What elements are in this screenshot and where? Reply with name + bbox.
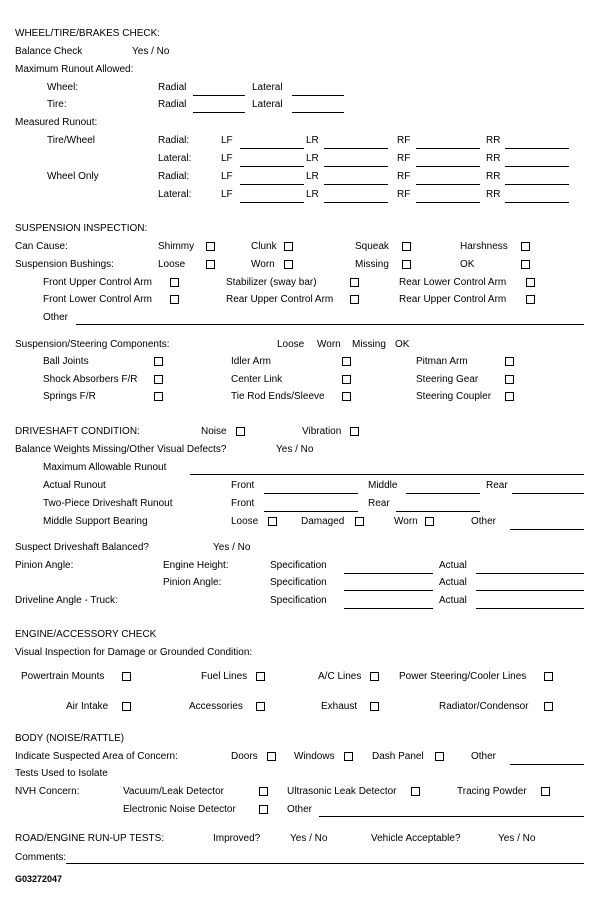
tw-radial-lr-field[interactable] [324,135,388,149]
pinion-angle-spec-field[interactable] [344,577,433,591]
vacuum-leak-checkbox[interactable] [259,787,268,796]
tw-lateral-lf-field[interactable] [240,153,304,167]
rear-upper-arm-right-label: Rear Upper Control Arm [399,294,507,305]
rear-upper-arm-label: Rear Upper Control Arm [226,294,334,305]
engine-height-actual-field[interactable] [476,560,584,574]
pinion-angle-spec-label: Specification [270,577,327,588]
engine-height-spec-field[interactable] [344,560,433,574]
driveline-angle-label: Driveline Angle - Truck: [15,595,118,606]
wheel-section-title: WHEEL/TIRE/BRAKES CHECK: [15,28,161,39]
ultrasonic-checkbox[interactable] [411,787,420,796]
bushings-worn-label: Worn [251,259,275,270]
air-intake-checkbox[interactable] [122,702,131,711]
wheel-only-label: Wheel Only [47,171,99,182]
wheel-lateral-field[interactable] [292,82,344,96]
tie-rod-label: Tie Rod Ends/Sleeve [231,391,325,402]
front-upper-arm-checkbox[interactable] [170,278,179,287]
tw-lateral-rf-field[interactable] [416,153,480,167]
pinion-angle-label: Pinion Angle: [15,560,74,571]
squeak-label: Squeak [355,241,389,252]
ac-lines-label: A/C Lines [318,671,362,682]
rear-upper-arm-checkbox[interactable] [350,295,359,304]
suspect-balanced-yes-no[interactable]: Yes / No [213,542,251,553]
front-upper-arm-label: Front Upper Control Arm [43,277,152,288]
middle-support-worn-checkbox[interactable] [425,517,434,526]
doors-checkbox[interactable] [267,752,276,761]
tw-radial-rf-field[interactable] [416,135,480,149]
clunk-label: Clunk [251,241,277,252]
ps-cooler-lines-label: Power Steering/Cooler Lines [399,671,527,682]
driveline-spec-label: Specification [270,595,327,606]
dash-panel-checkbox[interactable] [435,752,444,761]
tracing-powder-label: Tracing Powder [457,786,527,797]
tw-radial-rr-label: RR [486,135,501,146]
two-piece-rear-field[interactable] [396,498,480,512]
max-allowable-runout-label: Maximum Allowable Runout [43,462,167,473]
improved-label: Improved? [213,833,261,844]
wo-lateral-rf-field[interactable] [416,189,480,203]
suspension-other-field[interactable] [76,311,584,325]
road-section-title: ROAD/ENGINE RUN-UP TESTS: [15,833,165,844]
rear-lower-arm-checkbox[interactable] [526,278,535,287]
tw-lateral-rr-field[interactable] [505,153,569,167]
pinion-angle-sub-label: Pinion Angle: [163,577,222,588]
acceptable-yes-no[interactable]: Yes / No [498,833,536,844]
shimmy-label: Shimmy [158,241,195,252]
harshness-checkbox[interactable] [521,242,530,251]
pinion-angle-actual-label: Actual [439,577,467,588]
engine-height-spec-label: Specification [270,560,327,571]
tw-radial-label: Radial: [158,135,190,146]
wo-lateral-rr-label: RR [486,189,501,200]
middle-support-other-field[interactable] [510,516,584,530]
two-piece-front-field[interactable] [264,498,358,512]
wo-lateral-rf-label: RF [397,189,411,200]
steering-worn-header: Worn [317,339,341,350]
noise-checkbox[interactable] [236,427,245,436]
rear-upper-arm-right-checkbox[interactable] [526,295,535,304]
body-other-field[interactable] [510,751,584,765]
powertrain-mounts-label: Powertrain Mounts [21,671,105,682]
wo-radial-rr-label: RR [486,171,501,182]
figure-id: G03272047 [15,874,63,884]
two-piece-rear-label: Rear [368,498,390,509]
idler-arm-checkbox[interactable] [342,357,351,366]
wo-lateral-rr-field[interactable] [505,189,569,203]
dash-panel-label: Dash Panel [372,751,424,762]
tw-lateral-rf-label: RF [397,153,411,164]
wheel-radial-field[interactable] [193,82,245,96]
driveshaft-section-title: DRIVESHAFT CONDITION: [15,426,140,437]
front-lower-arm-label: Front Lower Control Arm [43,294,152,305]
wo-radial-lf-field[interactable] [240,171,304,185]
middle-support-worn-label: Worn [394,516,418,527]
ultrasonic-label: Ultrasonic Leak Detector [287,786,397,797]
measured-runout-label: Measured Runout: [15,117,98,128]
wo-lateral-lr-field[interactable] [324,189,388,203]
tw-lateral-label: Lateral: [158,153,192,164]
steering-section-title: Suspension/Steering Components: [15,339,170,350]
body-other-label: Other [471,751,497,762]
body-section-title: BODY (NOISE/RATTLE) [15,733,125,744]
tie-rod-checkbox[interactable] [342,392,351,401]
tests-other-label: Other [287,804,313,815]
balance-weights-label: Balance Weights Missing/Other Visual Defects? [15,444,227,455]
bushings-missing-label: Missing [355,259,389,270]
exhaust-label: Exhaust [321,701,358,712]
tire-radial-label: Radial [158,99,187,110]
visual-inspection-label: Visual Inspection for Damage or Grounded Condition: [15,647,253,658]
middle-support-label: Middle Support Bearing [43,516,148,527]
actual-runout-middle-field[interactable] [406,480,480,494]
middle-support-damaged-checkbox[interactable] [355,517,364,526]
driveline-actual-field[interactable] [476,595,584,609]
steering-loose-header: Loose [277,339,305,350]
center-link-checkbox[interactable] [342,375,351,384]
noise-label: Noise [201,426,227,437]
doors-label: Doors [231,751,258,762]
nvh-concern-label: NVH Concern: [15,786,80,797]
ac-lines-checkbox[interactable] [370,672,379,681]
vibration-checkbox[interactable] [350,427,359,436]
tire-label: Tire: [47,99,67,110]
tests-used-label: Tests Used to Isolate [15,768,108,779]
vacuum-leak-label: Vacuum/Leak Detector [123,786,224,797]
suspect-balanced-label: Suspect Driveshaft Balanced? [15,542,149,553]
tw-lateral-lr-field[interactable] [324,153,388,167]
driveline-actual-label: Actual [439,595,467,606]
indicate-area-label: Indicate Suspected Area of Concern: [15,751,178,762]
balance-weights-yes-no[interactable]: Yes / No [276,444,314,455]
rear-lower-arm-label: Rear Lower Control Arm [399,277,507,288]
squeak-checkbox[interactable] [402,242,411,251]
shock-absorbers-checkbox[interactable] [154,375,163,384]
powertrain-mounts-checkbox[interactable] [122,672,131,681]
actual-runout-middle-label: Middle [368,480,398,491]
pitman-arm-checkbox[interactable] [505,357,514,366]
suspension-section-title: SUSPENSION INSPECTION: [15,223,148,234]
actual-runout-rear-label: Rear [486,480,508,491]
middle-support-other-label: Other [471,516,497,527]
bushings-loose-checkbox[interactable] [206,260,215,269]
tire-lateral-field[interactable] [292,99,344,113]
wheel-lateral-label: Lateral [252,82,283,93]
harshness-label: Harshness [460,241,508,252]
shimmy-checkbox[interactable] [206,242,215,251]
suspension-other-label: Other [43,312,69,323]
wo-radial-rf-field[interactable] [416,171,480,185]
max-runout-label: Maximum Runout Allowed: [15,64,134,75]
tw-radial-rr-field[interactable] [505,135,569,149]
radiator-checkbox[interactable] [544,702,553,711]
tw-radial-lf-field[interactable] [240,135,304,149]
driveline-spec-field[interactable] [344,595,433,609]
electronic-noise-checkbox[interactable] [259,805,268,814]
wo-radial-lr-label: LR [306,171,319,182]
tire-wheel-label: Tire/Wheel [47,135,95,146]
engine-section-title: ENGINE/ACCESSORY CHECK [15,629,157,640]
bushings-ok-label: OK [460,259,475,270]
comments-label: Comments: [15,852,67,863]
springs-checkbox[interactable] [154,392,163,401]
wo-lateral-lf-field[interactable] [240,189,304,203]
two-piece-front-label: Front [231,498,255,509]
bushings-ok-checkbox[interactable] [521,260,530,269]
bushings-label: Suspension Bushings: [15,259,114,270]
stabilizer-checkbox[interactable] [350,278,359,287]
middle-support-damaged-label: Damaged [301,516,345,527]
tire-radial-field[interactable] [193,99,245,113]
accessories-checkbox[interactable] [256,702,265,711]
actual-runout-front-label: Front [231,480,255,491]
actual-runout-label: Actual Runout [43,480,106,491]
ps-cooler-lines-checkbox[interactable] [544,672,553,681]
tw-radial-rf-label: RF [397,135,411,146]
wo-radial-lf-label: LF [221,171,233,182]
wo-radial-label: Radial: [158,171,190,182]
steering-gear-checkbox[interactable] [505,375,514,384]
max-allowable-runout-field[interactable] [190,461,584,475]
wo-radial-rf-label: RF [397,171,411,182]
improved-yes-no[interactable]: Yes / No [290,833,328,844]
tw-lateral-rr-label: RR [486,153,501,164]
wo-lateral-lf-label: LF [221,189,233,200]
bushings-worn-checkbox[interactable] [284,260,293,269]
pitman-arm-label: Pitman Arm [416,356,468,367]
pinion-angle-actual-field[interactable] [476,577,584,591]
bushings-missing-checkbox[interactable] [402,260,411,269]
can-cause-label: Can Cause: [15,241,68,252]
springs-label: Springs F/R [43,391,96,402]
electronic-noise-label: Electronic Noise Detector [123,804,236,815]
vehicle-acceptable-label: Vehicle Acceptable? [371,833,461,844]
fuel-lines-label: Fuel Lines [201,671,248,682]
radiator-label: Radiator/Condensor [439,701,529,712]
wo-radial-lr-field[interactable] [324,171,388,185]
clunk-checkbox[interactable] [284,242,293,251]
center-link-label: Center Link [231,374,283,385]
comments-field[interactable] [66,850,584,864]
middle-support-loose-label: Loose [231,516,259,527]
vibration-label: Vibration [302,426,342,437]
wheel-label: Wheel: [47,82,79,93]
engine-height-label: Engine Height: [163,560,229,571]
tw-lateral-lf-label: LF [221,153,233,164]
ball-joints-label: Ball Joints [43,356,89,367]
steering-coupler-label: Steering Coupler [416,391,492,402]
windows-checkbox[interactable] [344,752,353,761]
balance-check-yes-no[interactable]: Yes / No [132,46,170,57]
steering-missing-header: Missing [352,339,386,350]
tw-lateral-lr-label: LR [306,153,319,164]
wo-lateral-lr-label: LR [306,189,319,200]
tw-radial-lf-label: LF [221,135,233,146]
middle-support-loose-checkbox[interactable] [268,517,277,526]
bushings-loose-label: Loose [158,259,186,270]
tire-lateral-label: Lateral [252,99,283,110]
tw-radial-lr-label: LR [306,135,319,146]
air-intake-label: Air Intake [66,701,109,712]
wo-radial-rr-field[interactable] [505,171,569,185]
fuel-lines-checkbox[interactable] [256,672,265,681]
accessories-label: Accessories [189,701,243,712]
front-lower-arm-checkbox[interactable] [170,295,179,304]
wheel-radial-label: Radial [158,82,187,93]
stabilizer-label: Stabilizer (sway bar) [226,277,317,288]
balance-check-label: Balance Check [15,46,83,57]
exhaust-checkbox[interactable] [370,702,379,711]
wo-lateral-label: Lateral: [158,189,192,200]
steering-coupler-checkbox[interactable] [505,392,514,401]
actual-runout-rear-field[interactable] [512,480,584,494]
steering-ok-header: OK [395,339,410,350]
tracing-powder-checkbox[interactable] [541,787,550,796]
tests-other-field[interactable] [319,803,584,817]
windows-label: Windows [294,751,335,762]
ball-joints-checkbox[interactable] [154,357,163,366]
two-piece-runout-label: Two-Piece Driveshaft Runout [43,498,173,509]
actual-runout-front-field[interactable] [264,480,358,494]
idler-arm-label: Idler Arm [231,356,272,367]
steering-gear-label: Steering Gear [416,374,479,385]
engine-height-actual-label: Actual [439,560,467,571]
shock-absorbers-label: Shock Absorbers F/R [43,374,138,385]
